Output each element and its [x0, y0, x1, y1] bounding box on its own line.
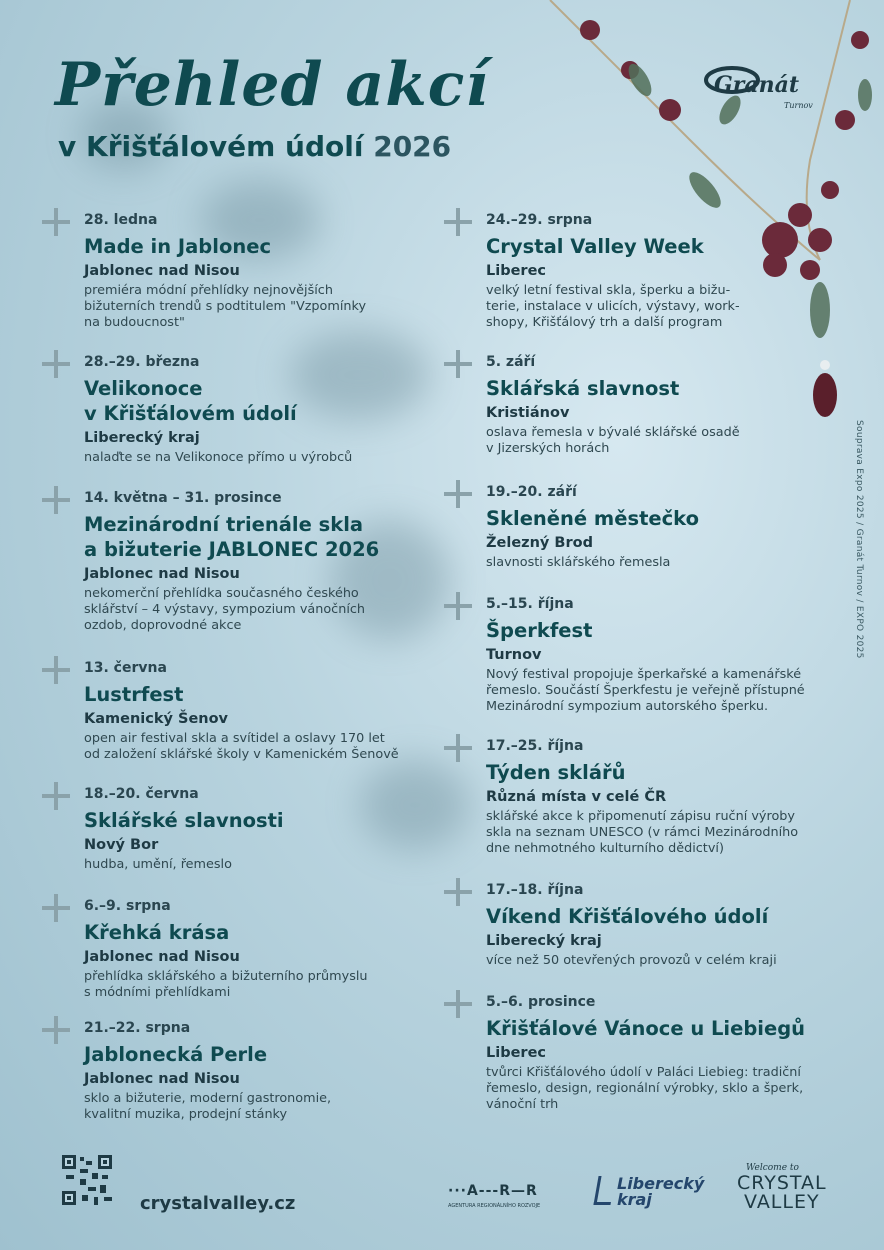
event-item — [486, 354, 866, 457]
event-place: Liberec — [486, 1045, 547, 1061]
crystal-valley-text: CRYSTAL VALLEY — [737, 1172, 827, 1213]
event-date: 28.–29. března — [84, 354, 200, 370]
event-name: Crystal Valley Week — [486, 235, 704, 258]
event-place: Železný Brod — [486, 535, 593, 551]
event-description: open air festival skla a svítidel a oslavy 170 let od založení sklářské školy v Kamenickém Šenově — [84, 731, 399, 762]
plus-icon — [42, 350, 70, 378]
plus-icon — [444, 592, 472, 620]
event-name: Lustrfest — [84, 683, 184, 706]
event-date: 13. června — [84, 660, 167, 676]
event-place: Různá místa v celé ČR — [486, 789, 667, 805]
plus-icon — [42, 1016, 70, 1044]
crystal-valley-logo — [737, 1174, 827, 1212]
arr-logo: ···A---R—R — [448, 1183, 538, 1199]
event-description: tvůrci Křišťálového údolí v Paláci Liebieg: tradiční řemeslo, design, regionální výrobky, sklo a šperk, vánoční trh — [486, 1065, 804, 1112]
event-place: Kamenický Šenov — [84, 711, 229, 727]
granat-logo-text: Granát — [714, 72, 800, 98]
event-item — [486, 484, 866, 571]
qr-code — [62, 1155, 112, 1205]
event-name: Šperkfest — [486, 619, 593, 642]
event-date: 18.–20. června — [84, 786, 199, 802]
event-item — [84, 1020, 464, 1123]
event-place: Kristiánov — [486, 405, 570, 421]
plus-icon — [444, 990, 472, 1018]
event-place: Jablonec nad Nisou — [84, 1071, 240, 1087]
liberecky-kraj-text: Liberecký kraj — [617, 1174, 705, 1209]
event-description: premiéra módní přehlídky nejnovějších bižuterních trendů s podtitulem "Vzpomínky na budoucnost" — [84, 283, 367, 330]
event-item — [486, 882, 866, 969]
event-place: Liberecký kraj — [84, 430, 200, 446]
event-item — [486, 212, 866, 331]
event-name: Týden sklářů — [486, 761, 626, 784]
event-date: 5.–6. prosince — [486, 994, 596, 1010]
event-description: nalaďte se na Velikonoce přímo u výrobců — [84, 450, 353, 465]
plus-icon — [42, 782, 70, 810]
website-url[interactable]: crystalvalley.cz — [140, 1193, 296, 1214]
event-item — [486, 994, 866, 1113]
event-date: 6.–9. srpna — [84, 898, 171, 914]
event-date: 19.–20. září — [486, 484, 577, 500]
event-date: 28. ledna — [84, 212, 158, 228]
plus-icon — [444, 208, 472, 236]
event-description: nekomerční přehlídka současného českého sklářství – 4 výstavy, sympozium vánočních ozdob, doprovodné akce — [84, 586, 366, 633]
event-item — [486, 738, 866, 857]
event-date: 5. září — [486, 354, 536, 370]
event-place: Turnov — [486, 647, 542, 663]
event-description: hudba, umění, řemeslo — [84, 857, 232, 872]
event-place: Jablonec nad Nisou — [84, 263, 240, 279]
plus-icon — [42, 894, 70, 922]
plus-icon — [444, 878, 472, 906]
event-item — [486, 596, 866, 715]
event-item — [84, 660, 464, 763]
event-name: Skleněné městečko — [486, 507, 700, 530]
event-place: Jablonec nad Nisou — [84, 949, 240, 965]
event-description: oslava řemesla v bývalé sklářské osadě v Jizerských horách — [486, 425, 740, 456]
event-description: Nový festival propojuje šperkařské a kamenářské řemeslo. Součástí Šperkfestu je veřejně přístupné Mezinárodní sympozium autorského šperku. — [486, 667, 805, 714]
event-date: 5.–15. října — [486, 596, 574, 612]
event-name: Made in Jablonec — [84, 235, 272, 258]
crystal-valley-welcome: Welcome to — [746, 1163, 799, 1173]
plus-icon — [444, 734, 472, 762]
event-place: Jablonec nad Nisou — [84, 566, 240, 582]
side-credit: Souprava Expo 2025 / Granát Turnov / EXPO 2025 — [854, 420, 864, 659]
event-item — [84, 354, 464, 466]
plus-icon — [444, 480, 472, 508]
page-title: Přehled akcí — [55, 50, 490, 120]
liberecky-kraj-logo — [596, 1176, 704, 1208]
granat-logo — [690, 62, 820, 122]
event-item — [84, 490, 464, 634]
plus-icon — [42, 486, 70, 514]
event-name: Jablonecká Perle — [84, 1043, 268, 1066]
page-subtitle — [58, 130, 451, 163]
event-date: 17.–18. října — [486, 882, 584, 898]
event-description: velký letní festival skla, šperku a bižu- terie, instalace v ulicích, výstavy, work- shopy, Křišťálový trh a další program — [486, 283, 740, 330]
event-name: Sklářská slavnost — [486, 377, 680, 400]
event-name: Mezinárodní trienále skla a bižuterie JABLONEC 2026 — [84, 513, 380, 561]
event-item — [84, 212, 464, 331]
plus-icon — [444, 350, 472, 378]
granat-logo-sub: Turnov — [784, 101, 813, 110]
event-name: Velikonoce v Křišťálovém údolí — [84, 377, 297, 425]
event-name: Křišťálové Vánoce u Liebiegů — [486, 1017, 806, 1040]
event-name: Sklářské slavnosti — [84, 809, 284, 832]
event-description: přehlídka sklářského a bižuterního průmyslu s módními přehlídkami — [84, 969, 368, 1000]
event-description: sklo a bižuterie, moderní gastronomie, kvalitní muzika, prodejní stánky — [84, 1091, 332, 1122]
event-date: 21.–22. srpna — [84, 1020, 191, 1036]
arr-logo-sub: AGENTURA REGIONÁLNÍHO ROZVOJE — [448, 1203, 541, 1209]
event-date: 24.–29. srpna — [486, 212, 593, 228]
subtitle-year: 2026 — [373, 130, 452, 163]
event-place: Nový Bor — [84, 837, 159, 853]
event-place: Liberecký kraj — [486, 933, 602, 949]
event-name: Křehká krása — [84, 921, 230, 944]
event-date: 14. května – 31. prosince — [84, 490, 282, 506]
event-item — [84, 786, 464, 873]
plus-icon — [42, 208, 70, 236]
event-description: slavnosti sklářského řemesla — [486, 555, 671, 570]
event-date: 17.–25. října — [486, 738, 584, 754]
plus-icon — [42, 656, 70, 684]
subtitle-text: v Křišťálovém údolí — [58, 130, 364, 163]
event-description: sklářské akce k připomenutí zápisu ruční výroby skla na seznam UNESCO (v rámci Mezinárodního dne nehmotného kulturního dědictví) — [486, 809, 799, 856]
event-item — [84, 898, 464, 1001]
event-description: více než 50 otevřených provozů v celém kraji — [486, 953, 777, 968]
event-place: Liberec — [486, 263, 547, 279]
event-name: Víkend Křišťálového údolí — [486, 905, 769, 928]
